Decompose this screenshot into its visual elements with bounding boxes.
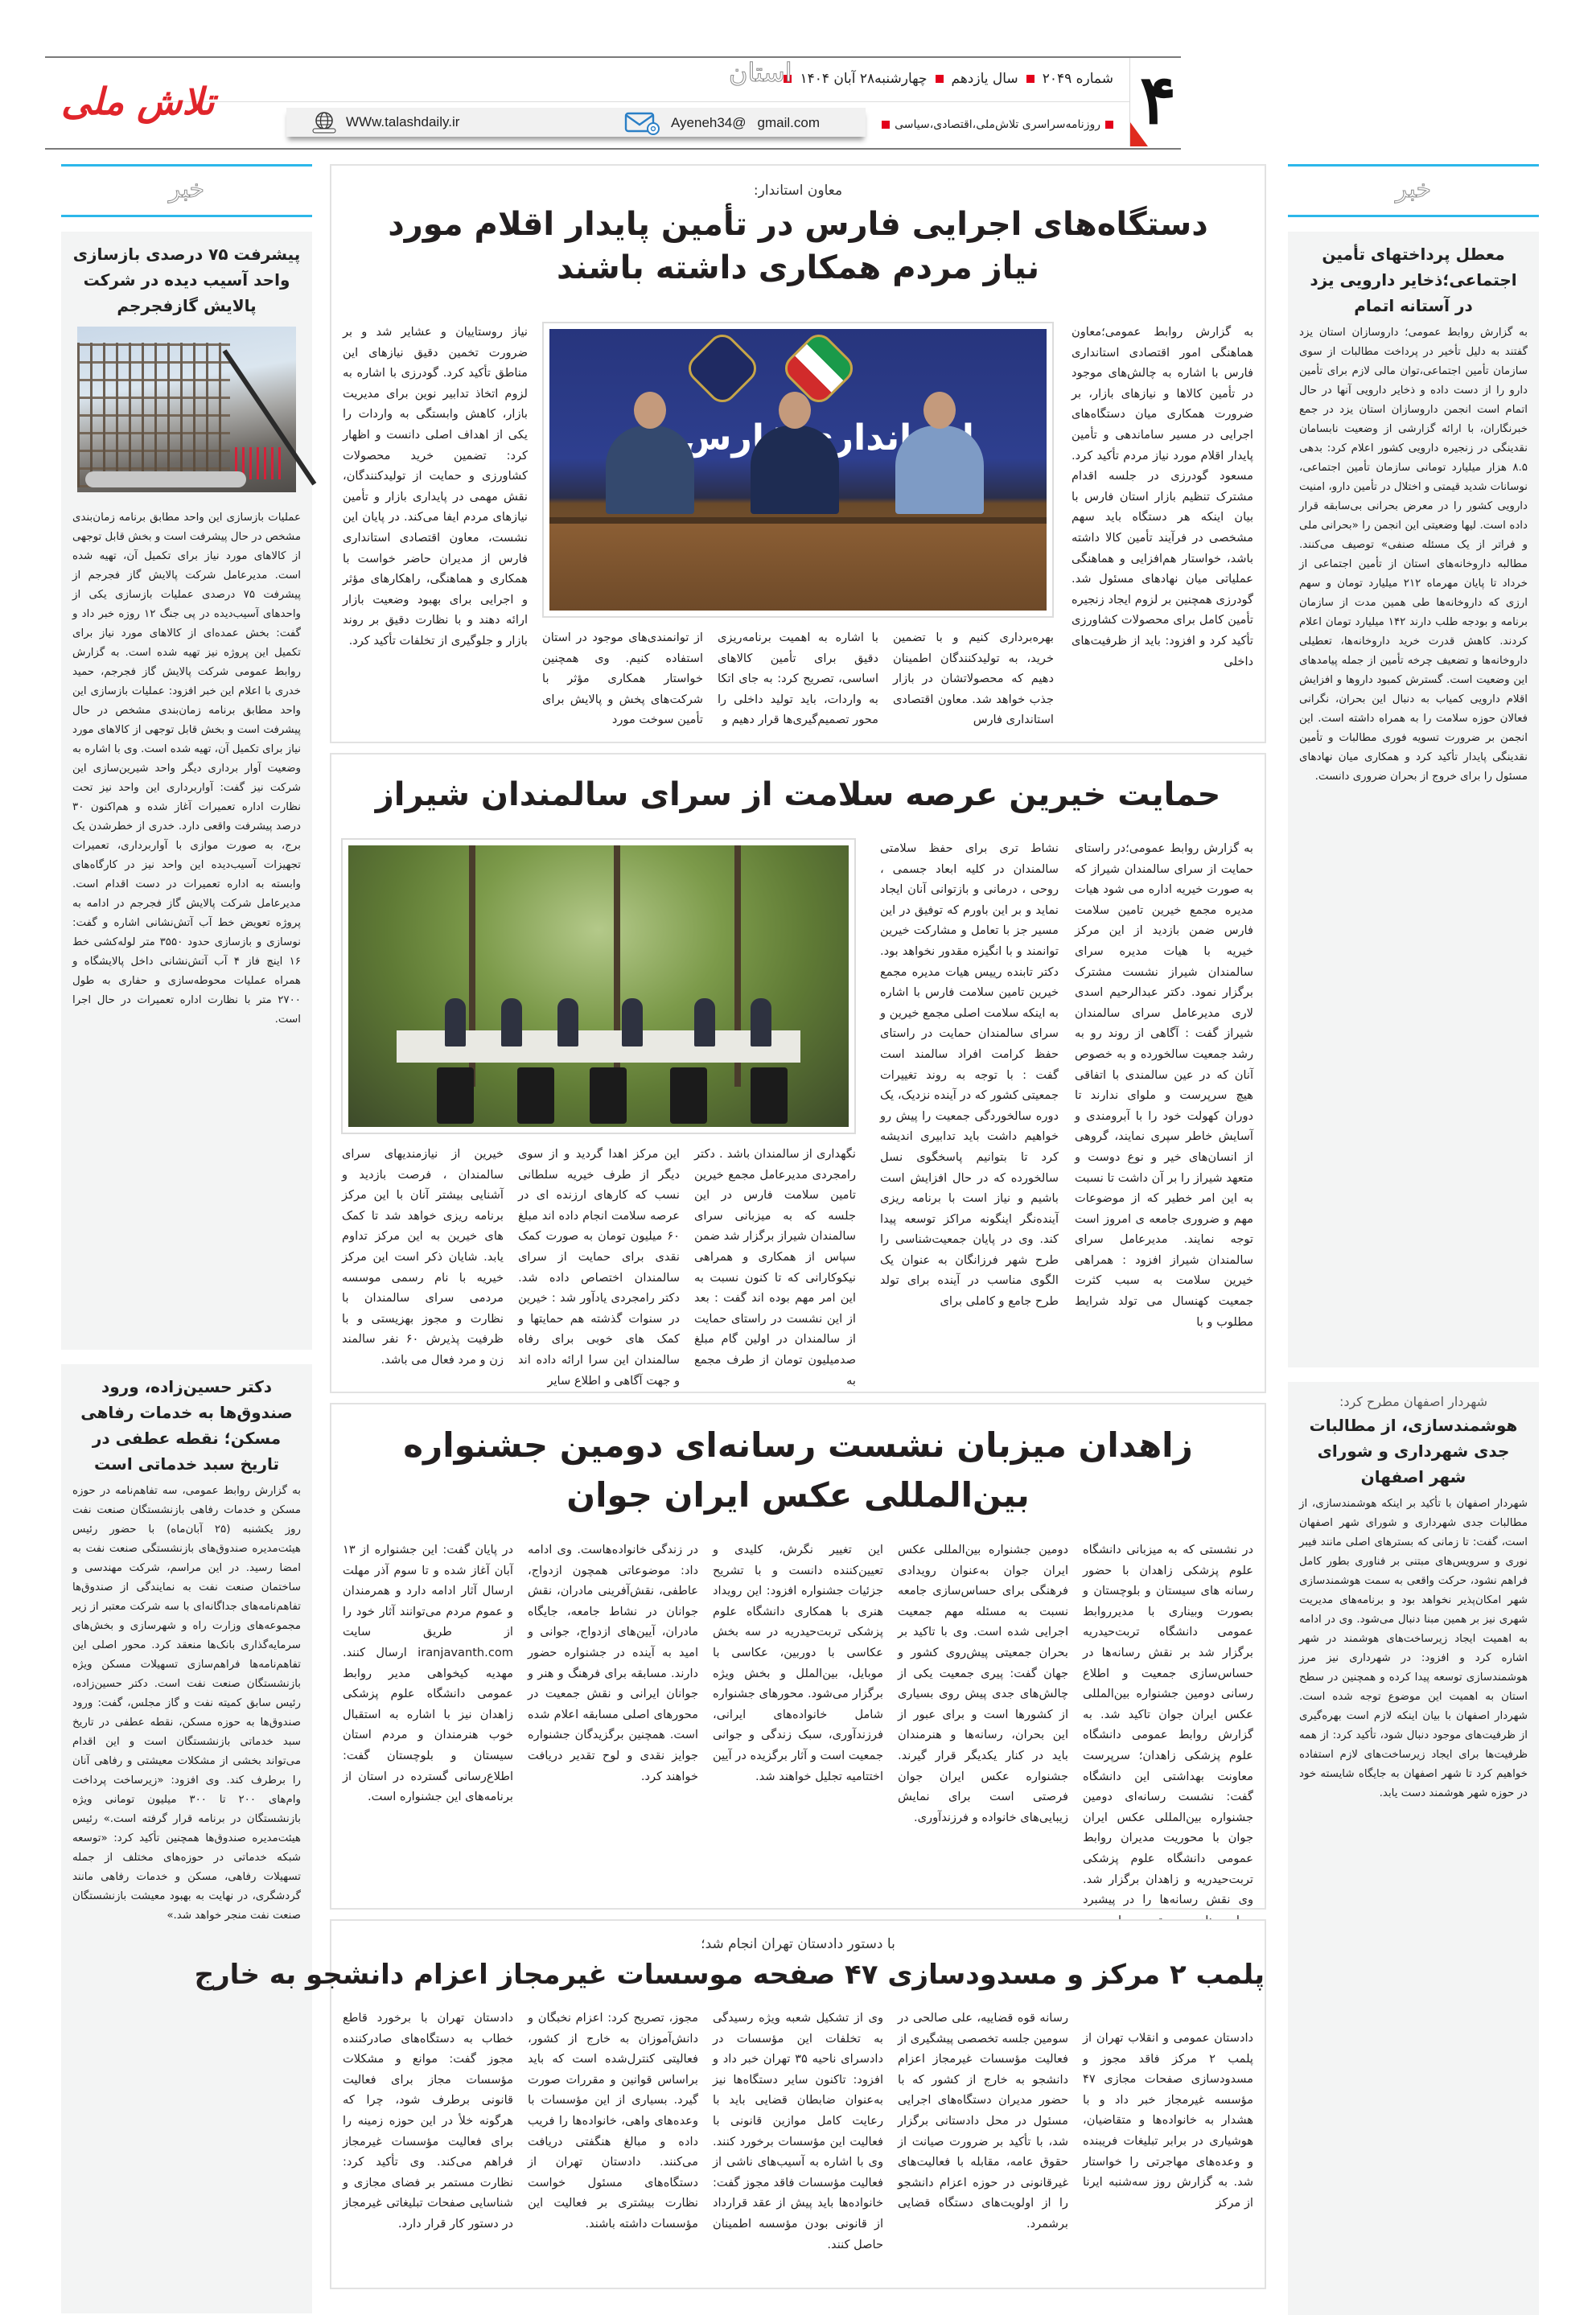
person (751, 426, 839, 514)
chair (590, 1067, 627, 1124)
article-column: از توانمندی‌های موجود در استان استفاده کنیم. وی همچنین خواستار همکاری مؤثر با شرکت‌های پخش و پالایش برای تأمین سوخت مورد (542, 631, 703, 727)
article-fars-supply (330, 164, 1266, 743)
chair (517, 1067, 554, 1124)
refinery-structure (77, 343, 230, 487)
article-column: دومین جشنواره بین‌المللی عکس ایران جوان به‌عنوان رویدادی فرهنگی برای حساس‌سازی جامعه نسبت به مسئله مهم جمعیت اجرایی شده است. وی با تاکید بر بحران جمعیتی پیش‌روی کشور و جهان گفت: پیری جمعیت یکی از چالش‌های جدی پیش روی بسیاری از کشورها است و برای عبور از این بحران، رسانه‌ها و هنرمندان باید در کنار یکدیگر قرار گیرند. جشنواره عکس ایران جوان فرصتی است برای نمایش زیبایی‌های خانواده و فرزندآوری. (898, 1543, 1068, 1824)
guest (751, 998, 771, 1046)
article-tehran-student-agencies (194, 1919, 1266, 2289)
red-square-icon (1105, 121, 1113, 129)
news-header-label: خبر (168, 175, 205, 204)
issue-number: شماره ۲۰۴۹ (1042, 71, 1113, 87)
article-column: نیاز روستاییان و عشایر شد و بر ضرورت تخمین دقیق نیازهای این مناطق تأکید کرد. گودرزی با اشاره به لزوم اتخاذ تدابیر نوین برای مدیریت بازار، کاهش وابستگی به واردات را یکی از اهداف اصلی دانست و اظهار کرد: تضمین خرید محصولات کشاورزی و حمایت از تولیدکنندگان، نقش مهمی در پایداری بازار و تأمین نیازهای مردم ایفا می‌کند. در پایان این نشست، معاون اقتصادی استانداری فارس از مدیران حاضر خواست با همکاری و هماهنگی، راهکارهای مؤثر و اجرایی برای بهبود وضعیت بازار ارائه دهند و با نظارت دقیق بر روند بازار و جلوگیری از تخلفات تأکید کرد. (343, 325, 528, 648)
article-column: وی از تشکیل شعبه ویژه رسیدگی به تخلفات این مؤسسات در دادسرای ناحیه ۳۵ تهران خبر داد و افزود: تاکنون سایر دستگاه‌ها نیز به‌عنوان ضابطان قضایی باید با رعایت کامل موازین قانونی با فعالیت این مؤسسات برخورد کنند. وی با اشاره به آسیب‌های ناشی از فعالیت مؤسسات فاقد مجوز گفت: خانواده‌ها باید پیش از عقد قرارداد از قانونی بودن مؤسسه اطمینان حاصل کنند. (713, 2011, 883, 2251)
article-headline: زاهدان میزبان نشست رسانه‌ای دومین جشنواره بین‌المللی عکس ایران جوان (403, 1425, 1193, 1515)
sidebar-story-pension (61, 1364, 312, 2313)
fars-governorate-meeting-photo (549, 329, 1047, 611)
article-column: مجوز، تصریح کرد: اعزام نخبگان و دانش‌آموزان به خارج از کشور، فعالیتی کنترل‌شده است که باید براساس قوانین و مقررات صورت گیرد. بسیاری از این مؤسسات با وعده‌های واهی، خانواده‌ها را فریب داده و مبالغ هنگفتی دریافت می‌کنند. دادستان تهران از دستگاه‌های مسئول خواست نظارت بیشتری بر فعالیت این مؤسسات داشته باشند. (528, 2011, 698, 2231)
motto-emblem (683, 329, 763, 409)
person (895, 426, 984, 514)
article-column: رسانه قوه قضاییه، علی صالحی در سومین جلسه تخصصی پیشگیری از فعالیت مؤسسات غیرمجاز اعزام دانشجو به خارج از کشور که با حضور مدیران دستگاه‌های اجرایی مسئول در محل دادستانی برگزار شد، با تأکید بر ضرورت صیانت از حقوق عامه، مقابله با فعالیت‌های غیرقانونی در حوزه اعزام دانشجو را از اولویت‌های دستگاه قضایی برشمرد. (898, 2011, 1068, 2231)
person-head (634, 392, 666, 429)
article-shiraz-elderly (330, 753, 1266, 1393)
sidebar-story-pharmacy (1288, 232, 1539, 1367)
photo-frame (341, 838, 856, 1134)
story-body: شهردار اصفهان با تأکید بر اینکه هوشمندسازی، از مطالبات جدی شهرداری و شورای شهر اصفهان است، گفت: تا زمانی که بسترهای اصلی مانند فیبر نوری و سرویس‌های مبتنی بر فناوری بطور کامل فراهم نشود، حرکت واقعی به سمت هوشمندسازی شهر امکان‌پذیر نخواهد بود و برنامه‌های مدیریت شهری نیز بر همین مبنا دنبال می‌شود. وی در ادامه به اهمیت ایجاد زیرساخت‌های هوشمند در شهر اشاره کرد و افزود: در شهرداری نیز مرز هوشمندسازی توسعه پیدا کرده و همچنین در سطح استان به اهمیت این موضوع توجه شده است. شهردار اصفهان با بیان اینکه لازم است بهره‌گیری از ظرفیت‌های موجود دنبال شود، تأکید کرد: از همه ظرفیت‌ها برای ایجاد زیرساخت‌های لازم استفاده خواهیم کرد تا شهر اصفهان به جایگاه شایسته خود در حوزه شهر هوشمند دست یابد. (1299, 1498, 1528, 1799)
red-square-icon (1026, 75, 1035, 83)
masthead (45, 58, 1181, 148)
article-column: نگهداری از سالمندان باشد . دکتر رامجردی مدیرعامل مجمع خیرین تامین سلامت فارس در این جلسه که به میزبانی سرای سالمندان شیراز برگزار شد ضمن سپاس از همکاری و همراهی نیکوکارانی که تا کنون نسبت به این امر مهم بوده اند گفت : بعد از این نشست در راستای حمایت از سالمندان در اولین گام مبلغ صدمیلیون تومان از طرف مجمع به (694, 1147, 856, 1388)
email-user[interactable]: Ayeneh34@ (671, 115, 747, 130)
wooden-desk (549, 517, 1047, 611)
article-column: این مرکز اهدا گردید و از سوی دیگر از طرف خیریه سلطانی نسب که کارهای ارزنده ای در عرصه سلامت انجام داده اند مبلغ ۶۰ میلیون تومان به صورت کمک نقدی برای حمایت از سرای سالمندان اختصاص داده شد. دکتر رامجردی یادآور شد : خیرین در سنوات گذشته هم حمایتها و کمک های خوبی برای رفاه سالمندان این سرا ارائه داده اند و جهت آگاهی و اطلاع سایر (518, 1147, 680, 1388)
pipe (85, 471, 246, 487)
website-url[interactable]: WWw.talashdaily.ir (346, 114, 460, 130)
guest (501, 998, 522, 1046)
article-kicker: با دستور دادستان تهران انجام شد؛ (701, 1936, 895, 1952)
sidebar-story-isfahan (1288, 1382, 1539, 2315)
person-head (779, 392, 811, 429)
photo-banner-text: استانداری فارس (682, 417, 974, 458)
newspaper-logo: تلاش ملی (61, 80, 215, 123)
article-column: در پایان گفت: این جشنواره از ۱۳ آبان آغاز شده و تا سوم آذر مهلت ارسال آثار ادامه دارد و همرمندان و عموم مردم می‌توانند آثار خود را از طریق سایت iranjavanth.com ارسال کنند. مهدیه کیخواهی مدیر روابط عمومی دانشگاه علوم پزشکی زاهدان نیز با اشاره به استقبال خوب هنرمندان و مردم استان سیستان و بلوچستان گفت: اطلاع‌رسانی گسترده در استان از برنامه‌های این جشنواره است. (343, 1543, 513, 1804)
article-zahedan-photo-festival (330, 1403, 1266, 1910)
article-column: بهره‌برداری کنیم و با تضمین خرید، به تولیدکنندگان اطمینان دهیم که محصولاتشان در بازار جذب خواهد شد. معاون اقتصادی استانداری فارس (893, 631, 1054, 727)
article-column: این تغییر نگرش، کلیدی و تعیین‌کننده دانست و با تشریح جزئیات جشنواره افزود: این رویداد هنری با همکاری دانشگاه علوم پزشکی تربت‌حیدریه در سه بخش عکاسی با دوربین، عکاسی با موبایل، بین‌الملل و بخش ویژه برگزار می‌شود. محورهای جشنواره شامل خانواده‌های ایرانی، فرزندآوری، سبک زندگی و جوانی جمعیت است و آثار برگزیده در آیین اختتامیه تجلیل خواهند شد. (713, 1543, 883, 1783)
issue-date: چهارشنبه۲۸ آبان ۱۴۰۴ (800, 71, 928, 87)
article-headline: دستگاه‌های اجرایی فارس در تأمین پایدار اقلام مورد نیاز مردم همکاری داشته باشند (388, 206, 1208, 286)
article-columns (343, 1540, 1253, 1907)
page-number: ۴ (1139, 60, 1176, 139)
elderly-home-garden-meeting-photo (348, 845, 849, 1127)
person-head (923, 392, 956, 429)
red-square-icon (882, 121, 890, 129)
tagline-text: روزنامه‌سراسری تلاش‌ملی،اقتصادی،سیاسی (895, 118, 1100, 131)
sidebar-story-refinery (61, 232, 312, 1350)
email-icon (624, 111, 660, 135)
person (606, 426, 694, 514)
issue-info (784, 69, 1113, 88)
news-section-header (61, 164, 312, 217)
article-column: با اشاره به اهمیت برنامه‌ریزی دقیق برای تأمین کالاهای اساسی، تصریح کرد: به جای اتکا به واردات، باید تولید داخلی را محور تصمیم‌گیری‌ها قرار دهیم و (718, 631, 878, 727)
email-domain[interactable]: gmail.com (757, 115, 820, 130)
article-column: دادستان عمومی و انقلاب تهران از پلمب ۲ مرکز فاقد مجوز و مسدودسازی صفحات مجازی ۴۷ مؤسسه غیرمجاز خبر داد و با هشدار به خانواده‌ها و متقاضیان، هوشیاری در برابر تبلیغات فریبنده و وعده‌های مهاجرتی را خواستار شد. به گزارش روز سه‌شنبه ایرنا از مرکز (1083, 2031, 1253, 2210)
red-corner-triangle (1130, 122, 1148, 146)
article-column: نشاط تری برای حفظ سلامتی سالمندان در کلیه ابعاد جسمی ، روحی ، درمانی و بازتوانی آنان ایجاد نماید و بر این باورم که توفیق در این مسیر جز با تعامل و مشارکت خیرین توانمند و با انگیزه مقدور نخواهد بود. دکتر تابنده رییس هیات مدیره مجمع خیرین تامین سلامت فارس با اشاره به اینکه سلامت اصلی مجمع خیرین و سرای سالمندان حمایت در راستای حفظ کرامت افراد سالمند است گفت : با توجه به روند تغییرات جمعیتی کشور که در آینده نزدیک، یک دوره سالخوردگی جمعیت را پیش رو خواهیم داشت باید تدابیری اندیشه کرد تا بتوانیم پاسخگوی نسل سالخورده که در حال افزایش است باشیم و نیاز است با برنامه ریزی آینده‌نگر اینگونه مراکز توسعه پیدا کند. وی در پایان جمعیت‌شناسی را طرح شهر فرزانگان به عنوان یک الگوی مناسب در آینده برای تولد طرح جامع و کاملی برای (880, 841, 1059, 1309)
news-header-label: خبر (1395, 175, 1432, 204)
guest (445, 998, 466, 1046)
article-column: خیرین از نیازمندیهای سرای سالمندان ، فرصت بازدید و آشنایی بیشتر آنان با این مرکز برنامه ریزی خواهد شد تا کمک های خیرین به این مرکز تداوم یابد. شایان ذکر است این مرکز خیریه با نام رسمی موسسه مردمی سرای سالمندان با نظارت و مجوز بهزیستی و با ظرفیت پذیرش ۶۰ نفر سالمند زن و مرد فعال می باشد. (342, 1147, 504, 1367)
chair (437, 1067, 474, 1124)
globe-icon (311, 111, 338, 134)
section-name: استان (729, 57, 792, 88)
guest (694, 998, 715, 1046)
article-column: به گزارش روابط عمومی؛معاون هماهنگی امور اقتصادی استانداری فارس با اشاره به چالش‌های موجود در تأمین کالاها و نیازهای بازار، بر ضرورت همکاری میان دستگاه‌های اجرایی در مسیر ساماندهی و تأمین پایدار اقلام مورد نیاز مردم تأکید کرد. مسعود گودرزی در جلسه اقدام مشترک تنظیم بازار استان فارس با بیان اینکه هر دستگاه باید سهم مشخصی در فرآیند تأمین کالا داشته باشد، خواستار هم‌افزایی و هماهنگی عملیاتی میان نهادهای مسئول شد. گودرزی همچنین بر لزوم ایجاد زنجیره تأمین کامل برای محصولات کشاورزی تأکید کرد و افزود: باید از ظرفیت‌های داخلی (1072, 325, 1253, 668)
issue-year: سال یازدهم (951, 71, 1018, 87)
photo-frame (542, 322, 1054, 618)
email[interactable] (624, 111, 820, 135)
story-title: هوشمندسازی، از مطالبات جدی شهرداری و شورای شهر اصفهان (1309, 1416, 1518, 1486)
article-column: در زندگی خانواده‌هاست. وی ادامه داد: موضوعاتی همچون ازدواج، عاطفی، نقش‌آفرینی مادران، نقش جوانان در نشاط جامعه، جایگاه مادران، آیین‌های ازدواج، جوانی و امید به آینده در جشنواره حضور دارند. مسابقه برای فرهنگ و هنر و جوانان ایرانی و نقش جمعیت در محورهای اصلی مسابقه اعلام شده است. همچنین برگزیدگان جشنواره جوایز نقدی و لوح تقدیر دریافت خواهند کرد. (528, 1543, 698, 1783)
story-body: به گزارش روابط عمومی، سه تفاهم‌نامه در حوزه مسکن و خدمات رفاهی بازنشستگان صنعت نفت روز یکشنبه (۲۵ آبان‌ماه) با حضور رئیس هیئت‌مدیره صندوق‌های بازنشستگی صنعت نفت به امضا رسید. در این مراسم، شرکت مهندسی و ساختمان صنعت نفت به نمایندگی از صندوق‌ها تفاهم‌نامه‌های جداگانه‌ای با سه شرکت معتبر از زیر مجموعه‌های وزارت راه و شهرسازی و بخش‌های سرمایه‌گذاری بانک‌ها منعقد کرد. محور اصلی این تفاهم‌نامه‌ها فراهم‌سازی تسهیلات مسکن ویژه بازنشستگان صنعت نفت است. دکتر حسین‌زاده، رئیس سابق کمیته نفت و گاز مجلس، گفت: ورود صندوق‌ها به حوزه مسکن، نقطه عطفی در تاریخ سبد خدماتی بازنشستگان است و این اقدام می‌تواند بخشی از مشکلات معیشتی و رفاهی آنان را برطرف کند. وی افزود: «زیرساخت پرداخت وام‌های ۲۰۰ تا ۳۰۰ میلیون تومانی ویژه بازنشستگان در برنامه قرار گرفته است.» رئیس هیئت‌مدیره صندوق‌ها همچنین تأکید کرد: «توسعه شبکه خدماتی در حوزه‌های مختلف از جمله تسهیلات رفاهی، مسکن و خدمات رفاهی مانند گردشگری، در نهایت به بهبود معیشت بازنشستگان صنعت نفت منجر خواهد شد.» (72, 1485, 301, 1922)
article-kicker: معاون استاندار: (753, 183, 843, 199)
guest (557, 998, 578, 1046)
tagline (882, 116, 1113, 134)
gas-refinery-photo (77, 327, 296, 492)
story-title: پیشرفت ۷۵ درصدی بازسازی واحد آسیب دیده در شرکت پالایش گازفجرجم (72, 245, 301, 315)
story-title: دکتر حسین‌زاده، ورود صندوق‌ها به خدمات رفاهی مسکن؛ نقطه عطفی در تاریخ سبد خدماتی است (80, 1377, 293, 1474)
masthead-divider (166, 101, 1129, 102)
red-square-icon (936, 75, 944, 83)
website[interactable] (311, 111, 459, 134)
article-columns (343, 2008, 1253, 2275)
news-section-header (1288, 164, 1539, 217)
story-title: معطل پرداختهای تأمین اجتماعی؛ذخایر دارویی یزد در آستانه اتمام (1310, 245, 1517, 315)
masthead-bottom-rule (45, 148, 1181, 150)
under-photo-columns (542, 627, 1054, 730)
article-column: در نشستی که به میزبانی دانشگاه علوم پزشکی زاهدان با حضور رسانه های سیستان و بلوچستان و بصورت وبیناری با مدیرروابط عمومی دانشگاه تربت‌حیدریه برگزار شد بر نقش رسانه‌ها در حساس‌سازی جمعیت و اطلاع رسانی دومین جشنواره بین‌المللی عکس ایران جوان تاکید شد. به گزارش روابط عمومی دانشگاه علوم پزشکی زاهدان؛ سرپرست معاونت بهداشتی این دانشگاه گفت: نشست رسانه‌ای دومین جشنواره بین‌المللی عکس ایران جوان با محوریت مدیران روابط عمومی دانشگاه علوم پزشکی تربت‌حیدریه و زاهدان برگزار شد. وی نقش رسانه‌ها را در پیشبرد (1083, 1543, 1253, 1907)
right-sidebar (1288, 164, 1539, 2315)
under-photo-columns (341, 1144, 856, 1388)
page-number-box (1129, 58, 1181, 146)
contact-bar (286, 108, 866, 137)
chair (751, 1067, 788, 1124)
article-column: دادستان تهران با برخورد قاطع خطاب به دستگاه‌های صادرکننده مجوز گفت: موانع و مشکلات مؤسسات مجاز برای فعالیت قانونی برطرف شود، چرا که هرگونه خلأ در این حوزه زمینه را برای فعالیت مؤسسات غیرمجاز فراهم می‌کند. وی تأکید کرد: نظارت مستمر بر فضای مجازی و شناسایی صفحات تبلیغاتی غیرمجاز در دستور کار قرار دارد. (343, 2011, 513, 2231)
story-kicker: شهردار اصفهان مطرح کرد: (1339, 1394, 1488, 1409)
article-headline: پلمب ۲ مرکز و مسدودسازی ۴۷ صفحه موسسات غیرمجاز اعزام دانشجو به خارج (194, 1959, 1265, 1991)
story-body: عملیات بازسازی این واحد مطابق برنامه زمان‌بندی مشخص در حال پیشرفت است و بخش قابل توجهی از کالاهای مورد نیاز برای تکمیل آن، تهیه شده است. مدیرعامل شرکت پالایش گاز فجرجم از پیشرفت ۷۵ درصدی عملیات بازسازی یکی از واحدهای آسیب‌دیده در پی جنگ ۱۲ روزه خبر داد و گفت: بخش عمده‌ای از کالاهای مورد نیاز برای تکمیل این پروژه نیز تهیه شده است. به گزارش روابط عمومی شرکت پالایش گاز فجرجم، حمید خدری با اعلام این خبر افزود: عملیات بازسازی این واحد مطابق برنامه زمان‌بندی مشخص در حال پیشرفت است و بخش قابل توجهی از کالاهای مورد نیاز برای تکمیل آن، تهیه شده است. وی با اشاره به وضعیت آوار برداری دیگر واحد شیرین‌سازی این شرکت نیز گفت: آواربرداری این واحد نیز تحت نظارت اداره تعمیرات آغاز شده و هم‌اکنون ۳۰ درصد پیشرفت واقعی دارد. خدری از خطرشدن یک برج، به صورت موازی با آواربرداری، تعمیرات تجهیزات آسیب‌دیده این واحد نیز در کارگاه‌های وابسته به اداره تعمیرات در دست اقدام است. مدیرعامل شرکت پالایش گاز فجرجم در ادامه به پروژه تعویض خط آب آتش‌نشانی اشاره و گفت: نوسازی و بازسازی حدود ۳۵۵۰ متر لوله‌کشی خط ۱۶ اینچ فاز ۴ آب آتش‌نشانی داخل پالایشگاه و همراه عملیات محوطه‌سازی و حفاری به طول ۲۷۰۰ متر با نظارت اداره تعمیرات در حال اجرا است. (72, 512, 302, 1026)
guest (622, 998, 643, 1046)
article-headline: حمایت خیرین عرصه سلامت از سرای سالمندان شیراز (375, 776, 1221, 813)
story-body: به گزارش روابط عمومی؛ داروسازان استان یزد گفتند به دلیل تأخیر در پرداخت مطالبات از سوی سازمان تأمین اجتماعی،توان مالی لازم برای تأمین دارو را از دست داده و ذخایر دارویی آنها در حال اتمام است انجمن داروسازان استان یزد در جمع خبرنگاران، با ارائه گزارشی از وضعیت نابسامان نقدینگی در زنجیره دارویی کشور اعلام کرد: بدهی ۸.۵ هزار میلیارد تومانی سازمان تأمین اجتماعی، نوسانات شدید قیمتی و اختلال در تأمین دارو، امنیت دارویی کشور را در معرض بحرانی بی‌سابقه قرار داده است. لیها وضعیتی این انجمن را «بحرانی ملی و فراتر از یک مسئله صنفی» توصیف می‌کنند. مطالبه داروخانه‌های استان از تأمین اجتماعی از خرداد تا پایان مهرماه ۲۱۲ میلیارد تومان و سهم ارزی که داروخانه‌ها طی همین مدت از سازمان برنامه و بودجه طلب دارند ۱۴۲ میلیارد تومان اعلام کردند. کاهش قدرت خرید داروخانه‌ها، تعطیلی داروخانه‌ها و تضعیف چرخه تأمین از جمله پیامدهای این وضعیت است. گسترش کمبود داروها و افزایش اقلام دارویی کمیاب به دنبال این بحران، نگرانی فعالان حوزه سلامت را به همراه داشته است. این انجمن بر ضرورت تسویه فوری مطالبات و تأمین نقدینگی پایدار تأکید کرد و همکاری میان نهادهای مسئول را برای خروج از بحران ضروری دانست. (1299, 327, 1528, 783)
article-column: به گزارش روابط عمومی؛در راستای حمایت از سرای سالمندان شیراز که به صورت خیریه اداره می شود هیات مدیره مجمع خیرین تامین سلامت فارس ضمن بازدید از این مرکز خیریه با هیات مدیره سرای سالمندان شیراز نشست مشترک برگزار نمود. دکتر عبدالرحیم اسدی لاری مدیرعامل سرای سالمندان شیراز گفت : آگاهی از روند رو به رشد جمعیت سالخورده و به خصوص آنان که در عین سالمندی با اتفاقی هیچ سرپرست و ملوای ندارند تا دوران کهولت خود را با آبرومندی و آسایش خاطر سپری نمایند، گروهی از انسان‌های خیر و نوع دوست و متعهد شیراز را بر آن داشت تا نسبت به این امر خطیر که از موضوعات مهم و ضروری جامعه ی امروز است توجه نمایند. مدیرعامل سرای سالمندان شیراز افزود : همراهی خیرین سلامت به سبب کثرت جمعیت کهنسال می تولد شرایط مطلوب و با (1075, 841, 1253, 1329)
chair (670, 1067, 707, 1124)
